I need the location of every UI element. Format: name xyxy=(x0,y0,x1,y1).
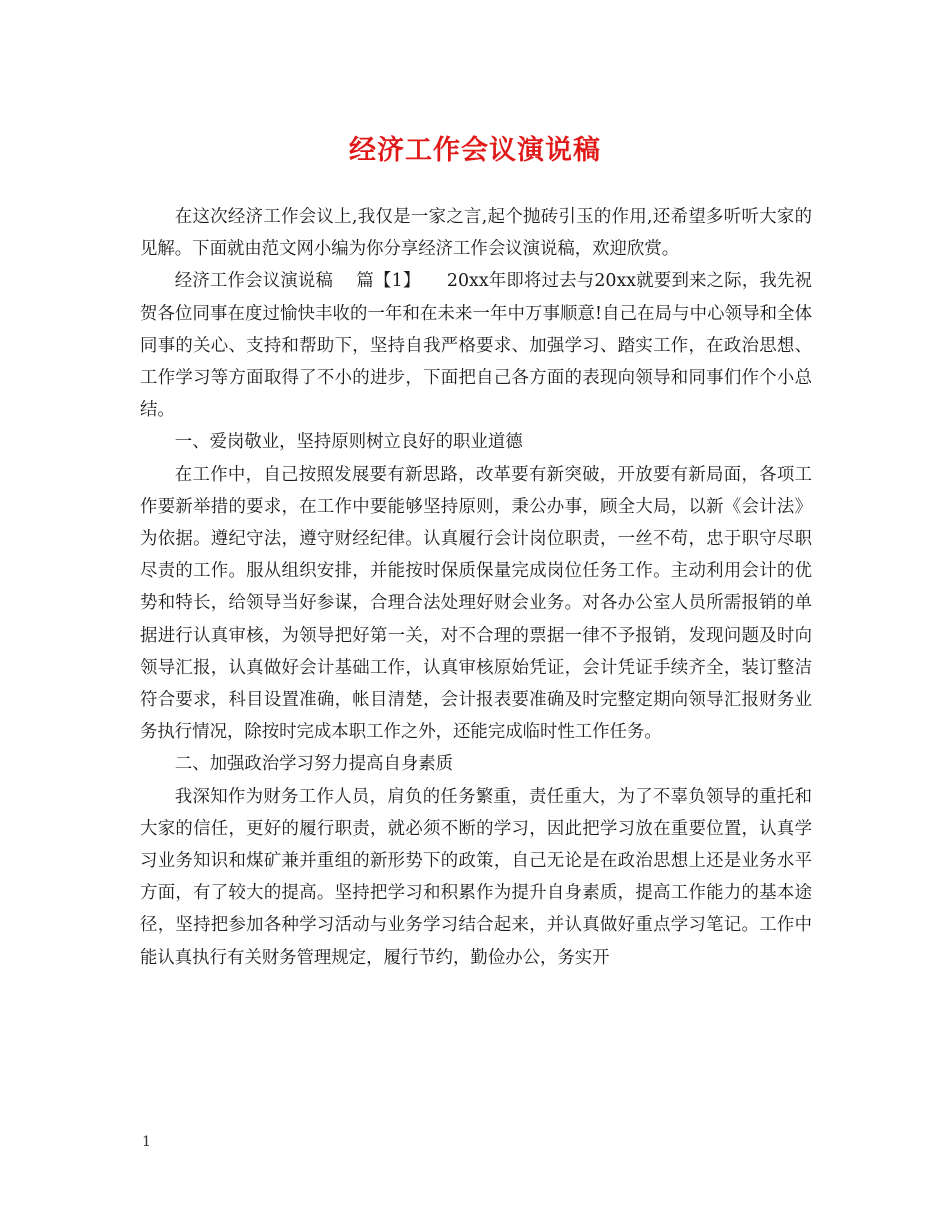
section-heading-2: 二、加强政治学习努力提高自身素质 xyxy=(174,754,454,775)
section-1-paragraph: 在工作中，自己按照发展要有新思路，改革要有新突破，开放要有新局面，各项工作要新举措的要求，在工作中要能够坚持原则，秉公办事，顾全大局，以新《会计法》为依据。遵纪守法，遵守财经纪律。认真履行会计岗位职责，一丝不苟，忠于职守尽职尽责的工作。服从组织安排，并能按时保质保量完成岗位任务工作。主动利用会计的优势和特长，给领导当好参谋，合理合法处理好财会业务。对各办公室人员所需报销的单据进行认真审核，为领导把好第一关，对不合理的票据一律不予报销，发现问题及时向领导汇报，认真做好会计基础工作，认真审核原始凭证，会计凭证手续齐全，装订整洁符合要求，科目设置准确，帐目清楚，会计报表要准确及时完整定期向领导汇报财务业务执行情况，除按时完成本职工作之外，还能完成临时性工作任务。 xyxy=(140,464,812,743)
intro-paragraph: 在这次经济工作会议上,我仅是一家之言,起个抛砖引玉的作用,还希望多听听大家的见解。下面就由范文网小编为你分享经济工作会议演说稿，欢迎欣赏。 xyxy=(140,207,812,260)
document-body xyxy=(140,201,812,974)
section-heading-1: 一、爱岗敬业，坚持原则树立良好的职业道德 xyxy=(174,432,523,453)
document-title: 经济工作会议演说稿 xyxy=(349,135,601,166)
speech-opening-paragraph: 经济工作会议演说稿 篇【1】 20xx年即将过去与20xx就要到来之际，我先祝贺各位同事在度过愉快丰收的一年和在未来一年中万事顺意!自己在局与中心领导和全体同事的关心、支持和帮助下，坚持自我严格要求、加强学习、踏实工作，在政治思想、工作学习等方面取得了不小的进步，下面把自己各方面的表现向领导和同事们作个小总结。 xyxy=(140,271,812,421)
page-number: 1 xyxy=(142,1134,151,1150)
section-2-paragraph: 我深知作为财务工作人员，肩负的任务繁重，责任重大，为了不辜负领导的重托和大家的信任，更好的履行职责，就必须不断的学习，因此把学习放在重要位置，认真学习业务知识和煤矿兼并重组的新形势下的政策，自己无论是在政治思想上还是业务水平方面，有了较大的提高。坚持把学习和积累作为提升自身素质，提高工作能力的基本途径，坚持把参加各种学习活动与业务学习结合起来，并认真做好重点学习笔记。工作中能认真执行有关财务管理规定，履行节约，勤俭办公，务实开 xyxy=(140,786,812,968)
